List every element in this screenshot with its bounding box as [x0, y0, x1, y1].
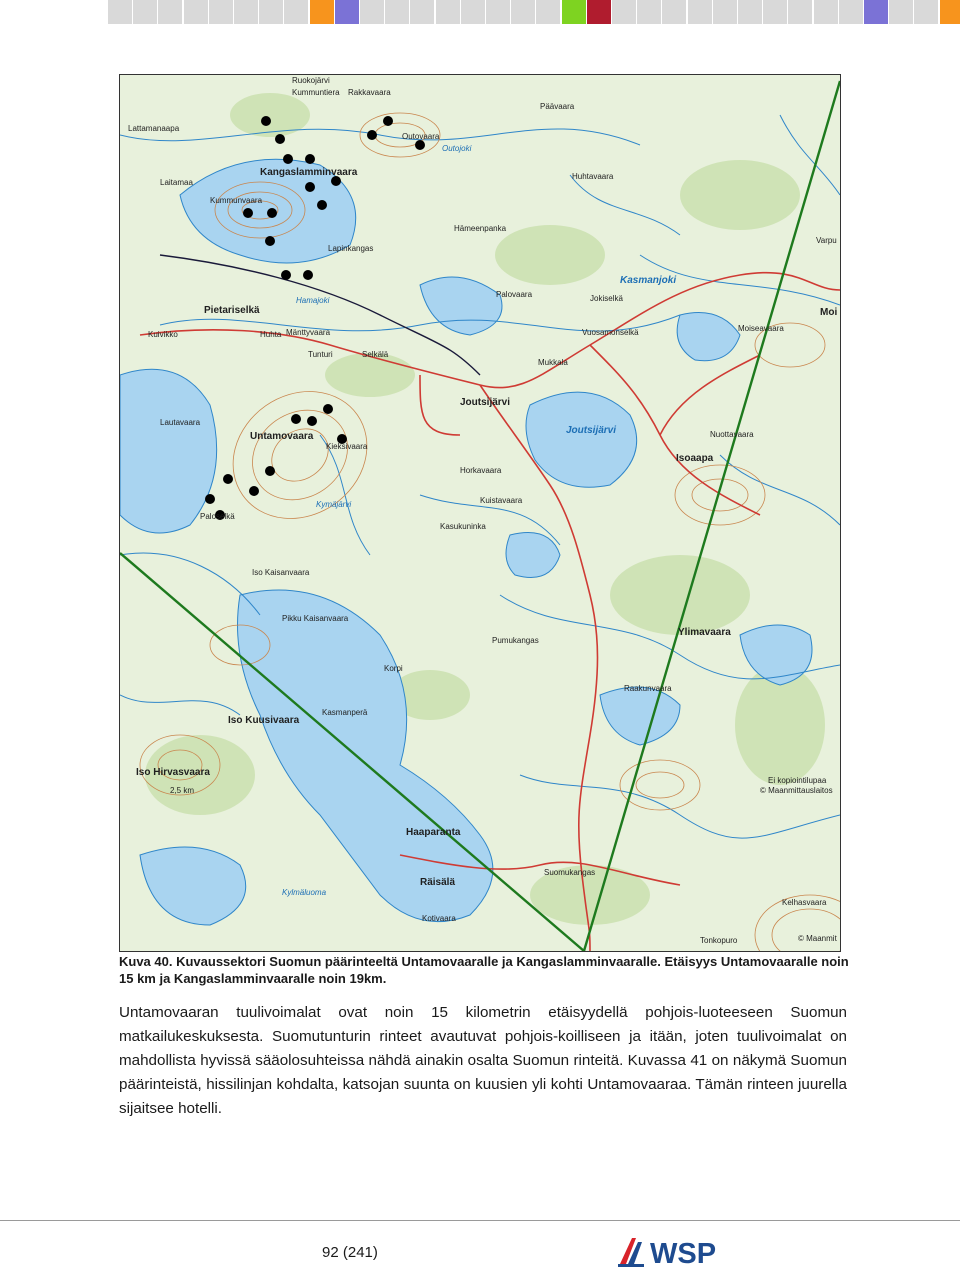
- header-color-strip: [0, 0, 960, 24]
- label-vuosamonselka: Vuosamonselkä: [582, 328, 639, 337]
- label-tonkopuro: Tonkopuro: [700, 936, 738, 945]
- label-raisala: Räisälä: [420, 877, 456, 888]
- label-lattamanaapa: Lattamanaapa: [128, 124, 180, 133]
- turbine-marker: [265, 236, 275, 246]
- strip-square: [562, 0, 586, 24]
- wsp-logo: [614, 1234, 734, 1268]
- strip-square: [763, 0, 787, 24]
- label-ruokojarvi: Ruokojärvi: [292, 76, 330, 85]
- label-tunturi: Tunturi: [308, 350, 333, 359]
- strip-square: [133, 0, 157, 24]
- strip-square: [839, 0, 863, 24]
- label-iso-hirvasvaara: Iso Hirvasvaara: [136, 767, 210, 778]
- strip-square: [284, 0, 308, 24]
- strip-square: [234, 0, 258, 24]
- strip-square: [587, 0, 611, 24]
- label-huhta: Huhta: [260, 330, 282, 339]
- label-palovaara: Palovaara: [496, 290, 533, 299]
- turbine-marker: [267, 208, 277, 218]
- strip-square: [209, 0, 233, 24]
- topographic-map: [119, 74, 841, 952]
- label-copyright-3: © Maanmit: [798, 934, 837, 943]
- turbine-marker: [367, 130, 377, 140]
- label-pumukangas: Pumukangas: [492, 636, 539, 645]
- strip-square: [637, 0, 661, 24]
- label-scale-25km: 2,5 km: [170, 786, 195, 795]
- label-hamelinpanka: Hämeenpanka: [454, 224, 507, 233]
- label-korpi: Korpi: [384, 664, 403, 673]
- strip-square: [436, 0, 460, 24]
- label-kuistavaara: Kuistavaara: [480, 496, 523, 505]
- strip-square: [688, 0, 712, 24]
- label-hamajoki: Hamajoki: [296, 296, 330, 305]
- label-lautavaara: Lautavaara: [160, 418, 201, 427]
- label-lapinkangas: Lapinkangas: [328, 244, 374, 253]
- label-kymajarvi: Kymäjärvi: [316, 500, 352, 509]
- strip-square: [738, 0, 762, 24]
- strip-square: [511, 0, 535, 24]
- turbine-marker: [323, 404, 333, 414]
- strip-square: [536, 0, 560, 24]
- label-kasmanjoki: Kasmanjoki: [620, 275, 677, 286]
- turbine-marker: [249, 486, 259, 496]
- label-horkavaara: Horkavaara: [460, 466, 502, 475]
- label-selkala: Selkälä: [362, 350, 389, 359]
- strip-square: [385, 0, 409, 24]
- label-kieksivaara: Kieksivaara: [326, 442, 368, 451]
- label-nuottavaara: Nuottavaara: [710, 430, 754, 439]
- label-kummuntiera: Kummuntiera: [292, 88, 340, 97]
- label-iso-kuusivaara: Iso Kuusivaara: [228, 715, 300, 726]
- label-kuivikko: Kuivikko: [148, 330, 178, 339]
- turbine-marker: [317, 200, 327, 210]
- turbine-marker: [275, 134, 285, 144]
- turbine-marker: [243, 208, 253, 218]
- label-jokiselka: Jokiselkä: [590, 294, 623, 303]
- label-joutsijarvi-village: Joutsijärvi: [460, 397, 511, 408]
- figure-caption: Kuva 40. Kuvaussektori Suomun päärinteeltä Untamovaaralle ja Kangaslamminvaaralle. Etäisyys Untamovaaralle noin 15 km ja Kangaslamminvaaralle noin 19km.: [119, 954, 849, 986]
- turbine-marker: [305, 154, 315, 164]
- strip-square: [612, 0, 636, 24]
- turbine-marker: [283, 154, 293, 164]
- strip-square: [461, 0, 485, 24]
- label-kangaslamminvaara: Kangaslamminvaara: [260, 167, 358, 178]
- turbine-marker: [383, 116, 393, 126]
- turbine-marker: [303, 270, 313, 280]
- strip-square: [486, 0, 510, 24]
- strip-square: [940, 0, 960, 24]
- page-number: 92 (241): [322, 1244, 378, 1261]
- label-mukkala: Mukkala: [538, 358, 568, 367]
- strip-square: [864, 0, 888, 24]
- logo-base: [618, 1264, 644, 1267]
- strip-square: [788, 0, 812, 24]
- turbine-marker: [281, 270, 291, 280]
- label-haaparanta: Haaparanta: [406, 827, 461, 838]
- label-moiseavaara: Moiseavaara: [738, 324, 784, 333]
- label-kummunvaara: Kummunvaara: [210, 196, 263, 205]
- label-ylimavaara: Ylimavaara: [678, 627, 731, 638]
- footer-divider: [0, 1220, 960, 1221]
- label-huhtavaara: Huhtavaara: [572, 172, 614, 181]
- label-pietariselka: Pietariselkä: [204, 305, 260, 316]
- strip-square: [814, 0, 838, 24]
- label-rakkavaara: Rakkavaara: [348, 88, 391, 97]
- strip-square: [914, 0, 938, 24]
- label-suomukangas: Suomukangas: [544, 868, 596, 877]
- strip-square: [184, 0, 208, 24]
- label-copyright-2: © Maanmittauslaitos: [760, 786, 833, 795]
- strip-square: [360, 0, 384, 24]
- body-paragraph: Untamovaaran tuulivoimalat ovat noin 15 kilometrin etäisyydellä pohjois-luoteeseen Suomun matkailukeskuksesta. Suomutunturin rinteet avautuvat pohjois-koilliseen ja itään, joten tuulivoimalat on mahdollista hyvissä sääolosuhteissa nähdä ainakin osalta Suomun rinteitä. Kuvassa 41 on näkymä Suomun päärinteistä, hissilinjan kohdalta, katsojan suunta on kuusien yli kohti Untamovaaraa. Tämän rinteen juurella sijaitsee hotelli.: [119, 1004, 847, 1117]
- label-kylmaluoma: Kylmäluoma: [282, 888, 327, 897]
- label-laitamaa: Laitamaa: [160, 178, 193, 187]
- turbine-marker: [305, 182, 315, 192]
- label-manttyvaara: Mänttyvaara: [286, 328, 331, 337]
- strip-square: [662, 0, 686, 24]
- label-paavaara: Päävaara: [540, 102, 575, 111]
- turbine-marker: [291, 414, 301, 424]
- strip-square: [310, 0, 334, 24]
- turbine-marker: [223, 474, 233, 484]
- turbine-marker: [307, 416, 317, 426]
- strip-square: [259, 0, 283, 24]
- strip-square: [158, 0, 182, 24]
- label-paloselka: Paloselkä: [200, 512, 235, 521]
- label-kasukuninka: Kasukuninka: [440, 522, 486, 531]
- label-untamovaara: Untamovaara: [250, 431, 314, 442]
- label-kotivaara: Kotivaara: [422, 914, 456, 923]
- label-joutsijarvi-lake: Joutsijärvi: [566, 425, 617, 436]
- strip-square: [410, 0, 434, 24]
- turbine-marker: [265, 466, 275, 476]
- label-varpu: Varpu: [816, 236, 837, 245]
- strip-square: [335, 0, 359, 24]
- logo-text: WSP: [650, 1238, 717, 1268]
- turbine-marker: [415, 140, 425, 150]
- strip-square: [889, 0, 913, 24]
- label-outovaara: Outovaara: [402, 132, 440, 141]
- strip-square: [713, 0, 737, 24]
- strip-square: [108, 0, 132, 24]
- label-isoaapa: Isoaapa: [676, 453, 714, 464]
- label-outojoki: Outojoki: [442, 144, 472, 153]
- label-moi: Moi: [820, 307, 838, 318]
- label-kelhasvaara: Kelhasvaara: [782, 898, 827, 907]
- label-pikku-kaisanvaara: Pikku Kaisanvaara: [282, 614, 349, 623]
- label-raakunvaara: Raakunvaara: [624, 684, 672, 693]
- label-kasmanpera: Kasmanperä: [322, 708, 368, 717]
- label-copyright-1: Ei kopiointilupaa: [768, 776, 827, 785]
- label-iso-kaisanvaara: Iso Kaisanvaara: [252, 568, 310, 577]
- turbine-marker: [261, 116, 271, 126]
- map-svg: [120, 75, 840, 951]
- turbine-marker: [205, 494, 215, 504]
